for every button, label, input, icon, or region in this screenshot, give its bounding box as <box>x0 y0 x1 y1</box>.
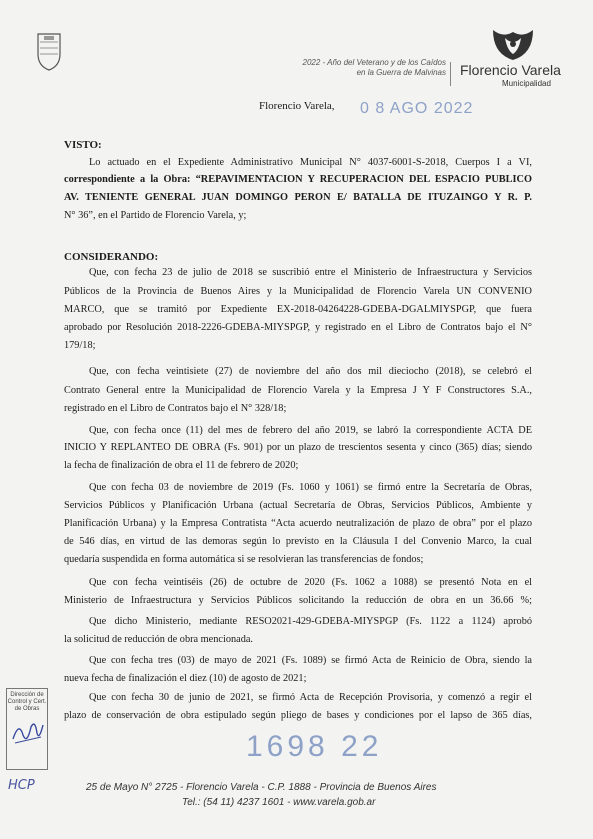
considerando-line: plazo de conservación de obra estipulado según pliego de bases y condiciones por el lapso de 365 días, <box>64 710 532 721</box>
department-stamp-line: Control y Cert. <box>7 699 47 705</box>
visto-line: correspondiente a la Obra: “REPAVIMENTACION Y RECUPERACION DEL ESPACIO PUBLICO <box>64 174 532 185</box>
considerando-line: Públicos de la Provincia de Buenos Aires y la Municipalidad de Florencio Varela UN CONVENIO <box>64 286 532 297</box>
considerando-heading: CONSIDERANDO: <box>64 251 159 263</box>
considerando-line: INICIO Y REPLANTEO DE OBRA (Fs. 901) por un plazo de trescientos sesenta y cinco (365) días; siendo <box>64 442 532 453</box>
visto-line: AV. TENIENTE GENERAL JUAN DOMINGO PERON E/ BATALLA DE ITUZAINGO Y R. P. <box>64 192 532 203</box>
considerando-line: Que, con fecha 23 de julio de 2018 se suscribió entre el Ministerio de Infraestructura y Servicios <box>89 267 532 278</box>
date-stamp: 0 8 AGO 2022 <box>360 100 474 117</box>
signature-scribble <box>11 717 45 747</box>
brand-subtitle: Municipalidad <box>502 79 551 88</box>
considerando-line: quedaría suspendida en forma automática si se resolvieran las transferencias de fondos; <box>64 554 424 565</box>
visto-line: Lo actuado en el Expediente Administrativo Municipal N° 4037-6001-S-2018, Cuerpos I a VI, <box>89 157 532 168</box>
considerando-line: Que dicho Ministerio, mediante RESO2021-429-GDEBA-MIYSPGP (Fs. 1122 a 1124) aprobó <box>89 616 532 627</box>
considerando-line: la fecha de finalización de obra el 11 de febrero de 2020; <box>64 460 299 471</box>
brand-name: Florencio Varela <box>460 62 561 78</box>
florencio-varela-logo-icon <box>489 28 537 62</box>
header-divider <box>450 62 451 86</box>
considerando-line: aprobado por Resolución 2018-2226-GDEBA-MIYSPGP, y registrado en el Libro de Contratos bajo el N° <box>64 322 532 333</box>
considerando-line: Planificación Urbana) y la Empresa Contratista “Acta acuerdo neutralización de plazo de obra” por el plazo <box>64 518 532 529</box>
considerando-line: MARCO, que se tramitó por Expediente EX-2018-04264228-GDEBA-DGALMIYSPGP, que fuera <box>64 304 532 315</box>
footer-contact: Tel.: (54 11) 4237 1601 - www.varela.gob.ar <box>182 797 376 808</box>
year-motto <box>236 58 446 78</box>
footer-address: 25 de Mayo N° 2725 - Florencio Varela - C.P. 1888 - Provincia de Buenos Aires <box>86 782 437 793</box>
handwritten-initials: HCP <box>8 778 35 793</box>
department-stamp-line: Dirección de <box>10 692 44 698</box>
considerando-line: Que, con fecha veintisiete (27) de noviembre del año dos mil dieciocho (2018), se celebró el <box>89 366 532 377</box>
considerando-line: 179/18; <box>64 340 96 351</box>
considerando-line: Que con fecha 03 de noviembre de 2019 (Fs. 1060 y 1061) se firmó entre la Secretaría de Obras, <box>89 482 532 493</box>
municipal-shield-logo <box>36 32 62 72</box>
considerando-line: registrado en el Libro de Contratos bajo el N° 328/18; <box>64 403 287 414</box>
resolution-number-stamp: 1698 22 <box>246 730 383 763</box>
motto-line-1: 2022 - Año del Veterano y de los Caídos <box>302 58 446 67</box>
considerando-line: de 546 días, en virtud de las demoras según lo previsto en la Cláusula I del Convenio Marco, la cual <box>64 536 532 547</box>
considerando-line: nueva fecha de finalización el diez (10) de agosto de 2021; <box>64 673 307 684</box>
visto-heading: VISTO: <box>64 139 102 151</box>
considerando-line: Servicios Públicos y Planificación Urbana (actual Secretaría de Obras, Servicios Públicos, Ambiente y <box>64 500 532 511</box>
department-stamp-line: de Obras <box>14 706 40 712</box>
considerando-line: Contrato General entre la Municipalidad de Florencio Varela y la Empresa J Y F Constructores S.A., <box>64 385 532 396</box>
considerando-line: Que con fecha 30 de junio de 2021, se firmó Acta de Recepción Provisoria, y comenzó a regir el <box>89 692 532 703</box>
visto-line: N° 36”, en el Partido de Florencio Varela, y; <box>64 210 247 221</box>
considerando-line: Ministerio de Infraestructura y Servicios Públicos solicitando la reducción de obra en un 36.66 %; <box>64 595 532 606</box>
motto-line-2: en la Guerra de Malvinas <box>356 68 446 77</box>
considerando-line: Que con fecha tres (03) de mayo de 2021 (Fs. 1089) se firmó Acta de Reinicio de Obra, siendo la <box>89 655 532 666</box>
considerando-line: Que con fecha veintiséis (26) de octubre de 2020 (Fs. 1062 a 1088) se presentó Nota en el <box>89 577 532 588</box>
department-stamp <box>6 688 48 770</box>
considerando-line: la solicitud de reducción de obra mencionada. <box>64 634 253 645</box>
considerando-line: Que, con fecha once (11) del mes de febrero del año 2019, se labró la correspondiente ACTA DE <box>89 425 532 436</box>
place-label: Florencio Varela, <box>259 100 335 112</box>
